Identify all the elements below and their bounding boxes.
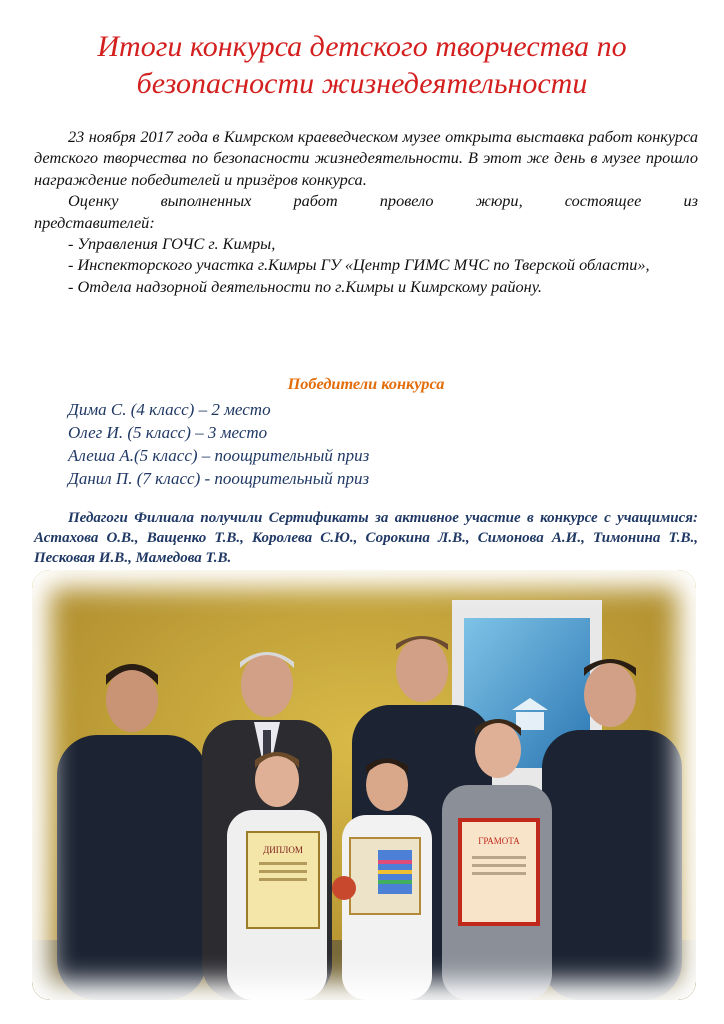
winners-heading: Победители конкурса	[287, 374, 445, 393]
winner-item: Алеша А.(5 класс) – поощрительный приз	[68, 446, 370, 465]
gramota-label: ГРАМОТА	[478, 836, 520, 846]
intro-paragraph-1: 23 ноября 2017 года в Кимрском краеведческом музее открыта выставка работ конкурса детского творчества по безопасности жизнедеятельности. В этот же день в музее прошло награждение победителей и призёров конкурса.	[34, 127, 698, 189]
winner-item: Дима С. (4 класс) – 2 место	[68, 400, 271, 419]
title-line-2: безопасности жизнедеятельности	[136, 67, 588, 100]
intro-text	[34, 126, 698, 297]
diploma	[247, 832, 319, 928]
page-title	[30, 28, 694, 102]
jury-item-1: - Управления ГОЧС г. Кимры,	[68, 234, 276, 254]
winner-item: Данил П. (7 класс) - поощрительный приз	[68, 469, 370, 488]
jury-item-3: - Отдела надзорной деятельности по г.Кимры и Кимрскому району.	[68, 276, 542, 296]
group-photo-illustration	[32, 570, 696, 1000]
intro-paragraph-2-line-1: Оценку выполненных работ провело жюри, состоящее из	[68, 191, 698, 211]
intro-paragraph-2-line-2: представителей:	[34, 212, 155, 232]
winners-section	[34, 373, 698, 490]
group-photo	[32, 570, 696, 1000]
teachers-note	[34, 508, 698, 568]
gramota	[460, 820, 538, 924]
teachers-text: Педагоги Филиала получили Сертификаты за активное участие в конкурсе с учащимися: Астахова О.В., Ващенко Т.В., Королева С.Ю., Сорокина Л.В., Симонова А.И., Тимонина Т.В., Песковая И.В., Мамедова Т.В.	[34, 510, 698, 566]
diploma-label: ДИПЛОМ	[263, 845, 303, 855]
jury-item-2: - Инспекторского участка г.Кимры ГУ «Центр ГИМС МЧС по Тверской области»,	[68, 255, 650, 275]
winner-item: Олег И. (5 класс) – 3 место	[68, 423, 268, 442]
title-line-1: Итоги конкурса детского творчества по	[97, 30, 627, 63]
